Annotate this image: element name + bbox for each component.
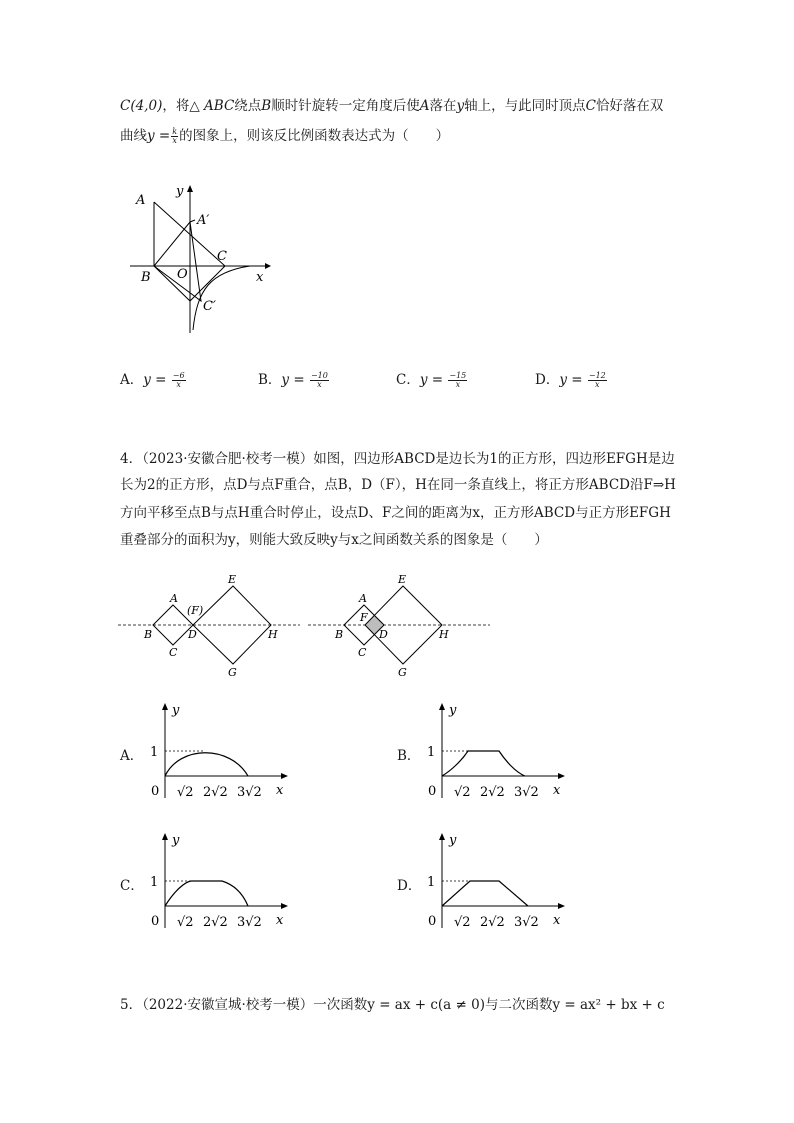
svg-text:x: x (276, 783, 284, 798)
svg-text:3√2: 3√2 (514, 915, 539, 930)
q3-label-Aprime: A′ (197, 213, 210, 228)
svg-text:G: G (228, 666, 237, 679)
q4-line-3: 方向平移至点B与点H重合时停止，设点D、F之间的距离为x，正方形ABCD与正方形EFGH (120, 505, 671, 521)
q4-line-1: 4．（2023·安徽合肥·校考一模）如图，四边形ABCD是边长为1的正方形，四边形EFGH是边 (120, 451, 675, 467)
q4-option-c-label[interactable]: C． (120, 878, 144, 894)
svg-text:y: y (172, 833, 180, 848)
svg-text:D: D (188, 628, 197, 641)
svg-text:A: A (359, 592, 367, 605)
svg-text:1: 1 (150, 745, 159, 760)
q3-label-Cprime: C′ (203, 299, 216, 314)
svg-text:(F): (F) (187, 604, 204, 617)
q4-figure-2 (308, 570, 490, 680)
svg-text:0: 0 (428, 784, 437, 799)
q3-label-y: y (176, 184, 184, 199)
svg-text:y: y (449, 833, 457, 848)
q4-line-2: 长为2的正方形，点D与点F重合，点B，D（F），H在同一条直线上，将正方形ABCD沿F⇒H (120, 477, 676, 493)
q3-option-c[interactable]: C．y = $\frac{-15}{x}$ (396, 371, 467, 389)
q4-graph-d[interactable] (422, 830, 567, 935)
svg-text:y: y (449, 703, 457, 718)
svg-text:0: 0 (428, 914, 437, 929)
svg-text:2√2: 2√2 (480, 915, 505, 930)
svg-text:1: 1 (427, 745, 436, 760)
svg-text:y: y (172, 703, 180, 718)
svg-text:1: 1 (150, 875, 159, 890)
svg-text:B: B (144, 628, 153, 641)
q3-line-1: C(4,0)，将△ ABC绕点B顺时针旋转一定角度后使A落在y轴上，与此同时顶点C恰好落在双 (120, 98, 664, 114)
svg-text:C: C (358, 646, 367, 659)
svg-text:D: D (379, 628, 388, 641)
svg-text:3√2: 3√2 (237, 785, 262, 800)
svg-text:√2: √2 (454, 915, 471, 930)
svg-text:A: A (170, 592, 178, 605)
q3-line-2: 曲线y = $\frac{k}{x}$ 的图象上，则该反比例函数表达式为（ ） (120, 127, 450, 145)
q4-option-d-label[interactable]: D． (397, 878, 422, 894)
svg-text:2√2: 2√2 (480, 785, 505, 800)
q5-line-1: 5．（2022·安徽宣城·校考一模）一次函数y = ax + c(a ≠ 0)与二次函数y = ax² + bx + c (120, 997, 665, 1013)
q4-option-a-label[interactable]: A． (120, 748, 144, 764)
svg-text:F: F (360, 611, 368, 624)
svg-text:x: x (553, 783, 561, 798)
q4-line-4: 重叠部分的面积为y，则能大致反映y与x之间函数关系的图象是（ ） (120, 532, 548, 548)
q4-figure-1 (118, 570, 300, 680)
q3-label-x: x (256, 270, 264, 285)
svg-text:√2: √2 (177, 785, 194, 800)
svg-text:0: 0 (151, 914, 160, 929)
q3-rotation-figure (125, 180, 275, 340)
svg-text:B: B (335, 628, 344, 641)
q4-graph-b[interactable] (422, 700, 567, 805)
q4-graph-c[interactable] (145, 830, 290, 935)
svg-text:x: x (276, 913, 284, 928)
q4-graph-a[interactable] (145, 700, 290, 805)
svg-text:H: H (268, 628, 278, 641)
q3-label-C: C (217, 249, 227, 264)
svg-text:E: E (228, 573, 237, 586)
svg-text:G: G (398, 666, 407, 679)
svg-text:0: 0 (151, 784, 160, 799)
svg-text:x: x (553, 913, 561, 928)
svg-text:3√2: 3√2 (237, 915, 262, 930)
q3-option-b[interactable]: B．y = $\frac{-10}{x}$ (258, 371, 328, 389)
svg-text:3√2: 3√2 (514, 785, 539, 800)
q3-label-B: B (141, 270, 151, 285)
q3-option-a[interactable]: A．y = $\frac{-6}{x}$ (120, 371, 185, 389)
q3-label-O: O (177, 267, 188, 282)
svg-text:2√2: 2√2 (203, 915, 228, 930)
q3-option-d[interactable]: D．y = $\frac{-12}{x}$ (535, 371, 606, 389)
q4-option-b-label[interactable]: B． (397, 748, 421, 764)
svg-text:2√2: 2√2 (203, 785, 228, 800)
svg-text:C: C (169, 646, 178, 659)
svg-text:√2: √2 (177, 915, 194, 930)
svg-text:H: H (439, 628, 449, 641)
svg-text:E: E (398, 573, 407, 586)
q3-fraction: $\frac{k}{x}$ (172, 127, 178, 145)
svg-text:1: 1 (427, 875, 436, 890)
svg-text:√2: √2 (454, 785, 471, 800)
q3-label-A: A (136, 193, 146, 208)
